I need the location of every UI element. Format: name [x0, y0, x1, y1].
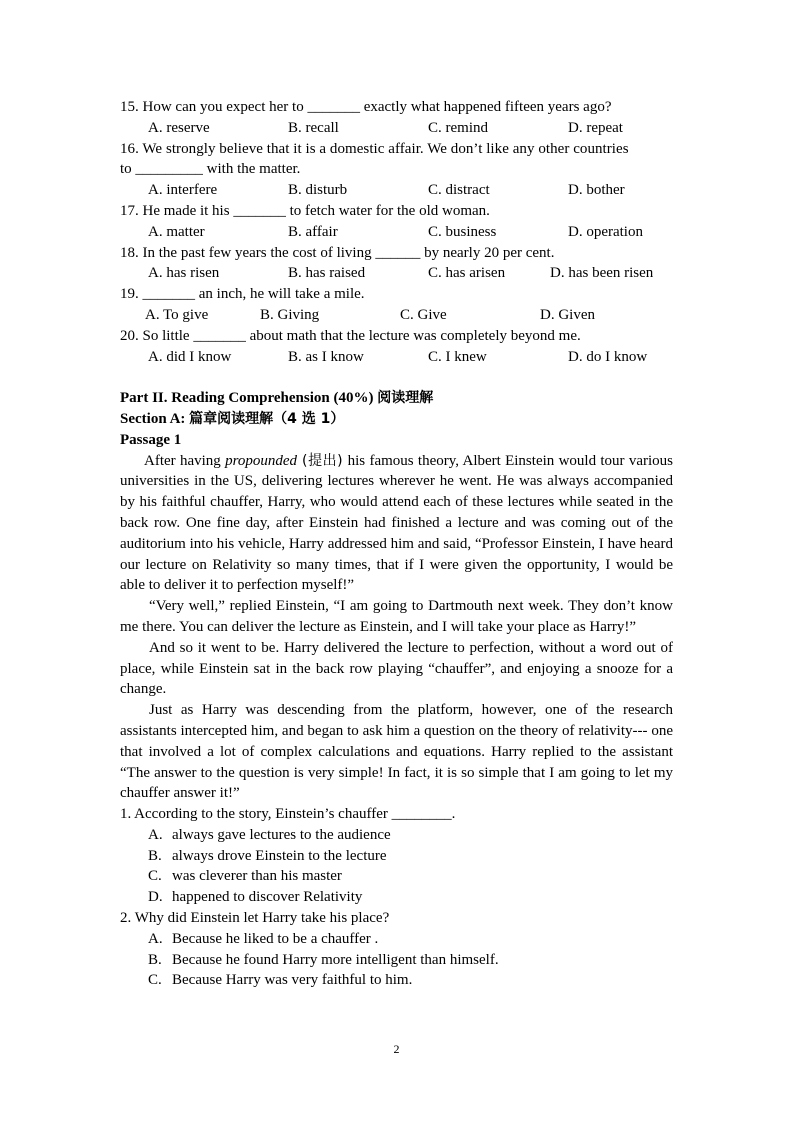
option-d: D. bother [568, 182, 625, 199]
question-1-option-c [120, 866, 673, 887]
option-a: A. reserve [148, 119, 210, 136]
question-2-option-b [120, 950, 673, 971]
option-c: C. remind [428, 119, 488, 136]
question-17-options [120, 222, 673, 243]
page-number: 2 [393, 1042, 400, 1056]
question-1-option-a [120, 825, 673, 846]
option-label: A. [148, 930, 163, 947]
question-15-stem: 15. How can you expect her to _______ exactly what happened fifteen years ago? [120, 99, 612, 115]
question-17-stem: 17. He made it his _______ to fetch water for the old woman. [120, 202, 490, 219]
question-1-stem: 1. According to the story, Einstein’s chauffer ________. [120, 806, 456, 823]
question-16-stem-line1: 16. We strongly believe that it is a domestic affair. We don’t like any other countries [120, 140, 629, 157]
option-label: C. [148, 972, 162, 989]
passage-title: Passage 1 [120, 431, 182, 448]
option-a: A. To give [145, 306, 209, 323]
option-text: Because Harry was very faithful to him. [172, 972, 413, 989]
part-heading-cn: 阅读理解 [377, 390, 434, 407]
option-text: happened to discover Relativity [172, 889, 363, 906]
question-20-stem: 20. So little _______ about math that the lecture was completely beyond me. [120, 327, 581, 344]
question-15-options [120, 118, 673, 139]
option-d: D. do I know [568, 348, 648, 365]
option-d: D. operation [568, 223, 643, 240]
passage-paragraph-3: And so it went to be. Harry delivered the lecture to perfection, without a word out of place, while Einstein sat in the back row playing “chauffer”, and enjoying a snooze for a change. [120, 639, 673, 698]
question-2-option-a [120, 929, 673, 950]
question-1-option-b [120, 846, 673, 867]
option-b: B. affair [288, 223, 338, 240]
option-d: D. repeat [568, 119, 623, 136]
question-20-options [120, 347, 673, 368]
question-1-option-d [120, 887, 673, 908]
option-c: C. business [428, 223, 497, 240]
passage-paragraph-2: “Very well,” replied Einstein, “I am going to Dartmouth next week. They don’t know me there. You can deliver the lecture as Einstein, and I will take your place as Harry!” [120, 598, 673, 635]
page-content [120, 97, 673, 991]
cn-gloss: (提出) [297, 452, 348, 469]
section-heading-cn: 篇章阅读理解（4 选 1） [189, 410, 345, 427]
option-d: D. Given [540, 306, 595, 323]
option-text: Because he found Harry more intelligent than himself. [172, 951, 499, 968]
section-heading-en: Section A: [120, 410, 186, 427]
option-b: B. as I know [288, 348, 364, 365]
passage-paragraph-4: Just as Harry was descending from the platform, however, one of the research assistants intercepted him, and began to ask him a question on the theory of relativity--- one that involved a lot of complex calculations and equations. Harry replied to the assistant “The answer to the question is very simple! In fact, it is so simple that I am going to let my chauffer answer it!” [120, 702, 673, 802]
part-heading-en: Part II. Reading Comprehension (40%) [120, 390, 374, 407]
question-16-options [120, 180, 673, 201]
option-label: B. [148, 951, 162, 968]
option-b: B. Giving [260, 306, 320, 323]
passage-p1-rest: his famous theory, Albert Einstein would tour various universities in the US, delivering lectures wherever he went. He was always accompanied by his faithful chauffer, Harry, who would attend each of these lectures while seated in the back row. One fine day, after Einstein had finished a lecture and was coming out of the auditorium into his vehicle, Harry addressed him and said, “Professor Einstein, I have heard our lecture on Relativity so many times, that if I were given the opportunity, I would be able to deliver it to perfection myself!” [120, 452, 673, 594]
option-a: A. matter [148, 223, 205, 240]
option-c: C. distract [428, 182, 490, 199]
option-c: C. has arisen [428, 265, 506, 282]
option-label: C. [148, 868, 162, 885]
option-text: was cleverer than his master [172, 868, 342, 885]
passage-paragraph-1 [120, 451, 673, 597]
option-label: B. [148, 847, 162, 864]
question-18-stem: 18. In the past few years the cost of living ______ by nearly 20 per cent. [120, 244, 555, 261]
option-text: always drove Einstein to the lecture [172, 847, 387, 864]
option-c: C. I knew [428, 348, 487, 365]
option-d: D. has been risen [550, 265, 654, 282]
option-text: always gave lectures to the audience [172, 826, 391, 843]
option-label: A. [148, 826, 163, 843]
option-a: A. interfere [148, 182, 218, 199]
option-c: C. Give [400, 306, 447, 323]
option-b: B. disturb [288, 182, 348, 199]
option-text: Because he liked to be a chauffer . [172, 930, 379, 947]
option-b: B. recall [288, 119, 339, 136]
question-18-options [120, 263, 673, 284]
option-a: A. has risen [148, 265, 220, 282]
question-19-stem: 19. _______ an inch, he will take a mile. [120, 286, 365, 303]
question-16-stem-line2: to _________ with the matter. [120, 161, 301, 178]
option-b: B. has raised [288, 265, 366, 282]
question-2-stem: 2. Why did Einstein let Harry take his place? [120, 910, 390, 927]
question-2-option-c [120, 970, 673, 991]
italic-term: propounded [225, 452, 298, 469]
spacer [120, 367, 673, 388]
option-label: D. [148, 889, 163, 906]
passage-p1-start: After having [144, 452, 226, 469]
option-a: A. did I know [148, 348, 232, 365]
part-heading [120, 388, 673, 409]
question-19-options [120, 305, 673, 326]
section-heading [120, 409, 673, 430]
